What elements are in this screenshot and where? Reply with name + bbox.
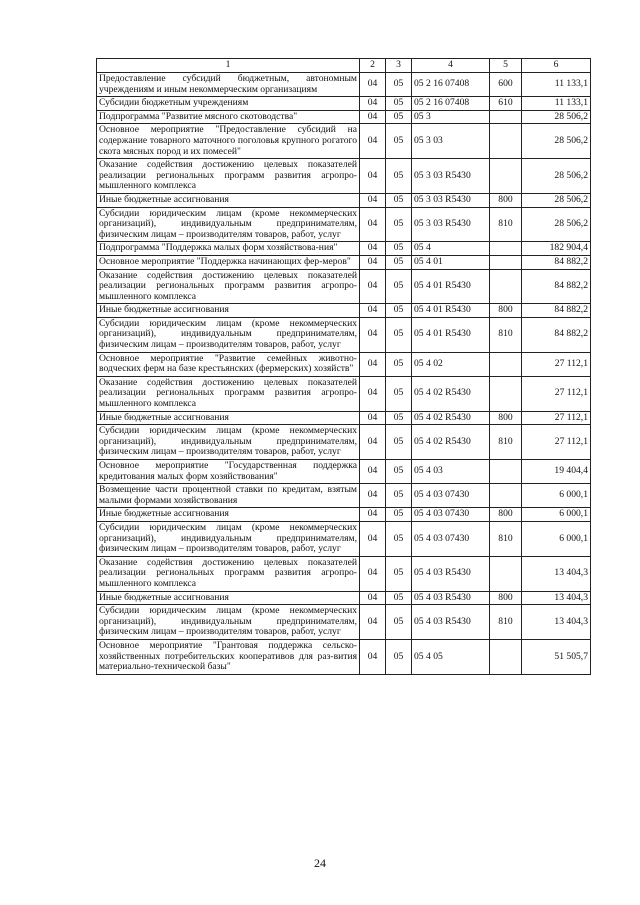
- row-target-article-cell: 05 4 03 07430: [412, 508, 490, 522]
- row-section-cell: 04: [360, 352, 386, 376]
- row-subsection-cell: 05: [386, 242, 412, 256]
- row-subsection-cell: 05: [386, 159, 412, 194]
- row-expense-type-cell: 810: [490, 521, 522, 556]
- row-name-cell: Основное мероприятие "Предоставление субсидий на содержание товарного маточного поголовья крупного рогатого скота мясных пород и их помесей": [97, 124, 360, 159]
- row-name-cell: Иные бюджетные ассигнования: [97, 591, 360, 605]
- row-section-cell: 04: [360, 460, 386, 484]
- row-name-cell: Оказание содействия достижению целевых показателей реализации региональных программ развития агропро-мышленного комплекса: [97, 159, 360, 194]
- row-section-cell: 04: [360, 304, 386, 318]
- row-subsection-cell: 05: [386, 484, 412, 508]
- row-section-cell: 04: [360, 97, 386, 111]
- row-expense-type-cell: 800: [490, 508, 522, 522]
- table-row: [97, 207, 591, 242]
- row-amount-cell: 11 133,1: [522, 73, 591, 97]
- row-name-cell: Основное мероприятие "Развитие семейных животно-водческих ферм на базе крестьянских (фермерских) хозяйств": [97, 352, 360, 376]
- row-target-article-cell: 05 4 02 R5430: [412, 376, 490, 411]
- row-expense-type-cell: 600: [490, 73, 522, 97]
- column-header: 6: [522, 59, 591, 73]
- row-target-article-cell: 05 2 16 07408: [412, 97, 490, 111]
- row-section-cell: 04: [360, 508, 386, 522]
- row-subsection-cell: 05: [386, 304, 412, 318]
- row-section-cell: 04: [360, 73, 386, 97]
- table-row: [97, 110, 591, 124]
- row-subsection-cell: 05: [386, 73, 412, 97]
- row-amount-cell: 19 404,4: [522, 460, 591, 484]
- row-section-cell: 04: [360, 317, 386, 352]
- row-subsection-cell: 05: [386, 639, 412, 674]
- row-name-cell: Основное мероприятие "Государственная поддержка кредитования малых форм хозяйствования": [97, 460, 360, 484]
- table-row: [97, 639, 591, 674]
- row-target-article-cell: 05 3 03: [412, 124, 490, 159]
- row-name-cell: Субсидии бюджетным учреждениям: [97, 97, 360, 111]
- row-target-article-cell: 05 4 01 R5430: [412, 269, 490, 304]
- row-target-article-cell: 05 4 01 R5430: [412, 317, 490, 352]
- row-amount-cell: 84 882,2: [522, 304, 591, 318]
- row-name-cell: Основное мероприятие "Грантовая поддержка сельско-хозяйственных потребительских кооперативов для раз-вития материально-технической базы": [97, 639, 360, 674]
- row-amount-cell: 84 882,2: [522, 255, 591, 269]
- row-subsection-cell: 05: [386, 124, 412, 159]
- row-amount-cell: 27 112,1: [522, 376, 591, 411]
- row-amount-cell: 28 506,2: [522, 124, 591, 159]
- row-expense-type-cell: 800: [490, 304, 522, 318]
- row-name-cell: Иные бюджетные ассигнования: [97, 193, 360, 207]
- row-subsection-cell: 05: [386, 193, 412, 207]
- row-name-cell: Субсидии юридическим лицам (кроме некоммерческих организаций), индивидуальным предпринимателям, физическим лицам – производителям товаров, работ, услуг: [97, 317, 360, 352]
- row-amount-cell: 27 112,1: [522, 425, 591, 460]
- document-page: [96, 58, 590, 675]
- row-name-cell: Оказание содействия достижению целевых показателей реализации региональных программ развития агропро-мышленного комплекса: [97, 556, 360, 591]
- table-row: [97, 97, 591, 111]
- row-section-cell: 04: [360, 110, 386, 124]
- row-subsection-cell: 05: [386, 591, 412, 605]
- row-target-article-cell: 05 4 03: [412, 460, 490, 484]
- row-target-article-cell: 05 4 01 R5430: [412, 304, 490, 318]
- table-header-row: [97, 59, 591, 73]
- row-name-cell: Возмещение части процентной ставки по кредитам, взятым малыми формами хозяйствования: [97, 484, 360, 508]
- row-subsection-cell: 05: [386, 317, 412, 352]
- row-name-cell: Иные бюджетные ассигнования: [97, 508, 360, 522]
- row-target-article-cell: 05 4 03 07430: [412, 484, 490, 508]
- row-name-cell: Подпрограмма "Поддержка малых форм хозяйствова-ния": [97, 242, 360, 256]
- row-section-cell: 04: [360, 124, 386, 159]
- column-header: 5: [490, 59, 522, 73]
- row-expense-type-cell: 810: [490, 605, 522, 640]
- row-section-cell: 04: [360, 484, 386, 508]
- row-amount-cell: 51 505,7: [522, 639, 591, 674]
- row-subsection-cell: 05: [386, 207, 412, 242]
- row-subsection-cell: 05: [386, 425, 412, 460]
- row-amount-cell: 11 133,1: [522, 97, 591, 111]
- row-subsection-cell: 05: [386, 521, 412, 556]
- row-subsection-cell: 05: [386, 460, 412, 484]
- table-row: [97, 242, 591, 256]
- row-section-cell: 04: [360, 605, 386, 640]
- row-name-cell: Предоставление субсидий бюджетным, автономным учреждениям и иным некоммерческим организациям: [97, 73, 360, 97]
- table-row: [97, 508, 591, 522]
- row-target-article-cell: 05 4 03 R5430: [412, 591, 490, 605]
- row-expense-type-cell: 800: [490, 591, 522, 605]
- table-row: [97, 255, 591, 269]
- row-expense-type-cell: [490, 110, 522, 124]
- row-expense-type-cell: [490, 255, 522, 269]
- row-amount-cell: 182 904,4: [522, 242, 591, 256]
- row-name-cell: Субсидии юридическим лицам (кроме некоммерческих организаций), индивидуальным предпринимателям, физическим лицам – производителям товаров, работ, услуг: [97, 605, 360, 640]
- table-row: [97, 352, 591, 376]
- row-amount-cell: 28 506,2: [522, 159, 591, 194]
- row-subsection-cell: 05: [386, 508, 412, 522]
- row-target-article-cell: 05 4: [412, 242, 490, 256]
- row-subsection-cell: 05: [386, 411, 412, 425]
- table-row: [97, 521, 591, 556]
- row-name-cell: Иные бюджетные ассигнования: [97, 304, 360, 318]
- row-amount-cell: 28 506,2: [522, 110, 591, 124]
- row-amount-cell: 27 112,1: [522, 352, 591, 376]
- row-amount-cell: 13 404,3: [522, 556, 591, 591]
- row-section-cell: 04: [360, 255, 386, 269]
- row-section-cell: 04: [360, 207, 386, 242]
- row-section-cell: 04: [360, 269, 386, 304]
- row-subsection-cell: 05: [386, 605, 412, 640]
- row-target-article-cell: 05 3 03 R5430: [412, 193, 490, 207]
- column-header: 1: [97, 59, 360, 73]
- row-subsection-cell: 05: [386, 110, 412, 124]
- row-expense-type-cell: 810: [490, 207, 522, 242]
- row-section-cell: 04: [360, 425, 386, 460]
- column-header: 2: [360, 59, 386, 73]
- row-expense-type-cell: 610: [490, 97, 522, 111]
- row-expense-type-cell: [490, 556, 522, 591]
- table-row: [97, 193, 591, 207]
- table-row: [97, 484, 591, 508]
- row-target-article-cell: 05 3 03 R5430: [412, 159, 490, 194]
- row-subsection-cell: 05: [386, 556, 412, 591]
- row-amount-cell: 28 506,2: [522, 193, 591, 207]
- page-number: 24: [314, 856, 326, 870]
- row-target-article-cell: 05 4 03 07430: [412, 521, 490, 556]
- table-row: [97, 411, 591, 425]
- row-name-cell: Иные бюджетные ассигнования: [97, 411, 360, 425]
- table-row: [97, 605, 591, 640]
- row-amount-cell: 6 000,1: [522, 484, 591, 508]
- row-section-cell: 04: [360, 591, 386, 605]
- row-name-cell: Субсидии юридическим лицам (кроме некоммерческих организаций), индивидуальным предпринимателям, физическим лицам – производителям товаров, работ, услуг: [97, 207, 360, 242]
- row-expense-type-cell: [490, 460, 522, 484]
- row-section-cell: 04: [360, 639, 386, 674]
- table-body: [97, 73, 591, 675]
- row-target-article-cell: 05 4 05: [412, 639, 490, 674]
- row-expense-type-cell: [490, 484, 522, 508]
- row-target-article-cell: 05 4 01: [412, 255, 490, 269]
- row-section-cell: 04: [360, 242, 386, 256]
- row-amount-cell: 27 112,1: [522, 411, 591, 425]
- row-name-cell: Подпрограмма "Развитие мясного скотоводства": [97, 110, 360, 124]
- row-subsection-cell: 05: [386, 269, 412, 304]
- table-row: [97, 304, 591, 318]
- row-target-article-cell: 05 4 02: [412, 352, 490, 376]
- table-row: [97, 317, 591, 352]
- row-amount-cell: 84 882,2: [522, 269, 591, 304]
- row-subsection-cell: 05: [386, 376, 412, 411]
- row-expense-type-cell: [490, 269, 522, 304]
- column-header: 4: [412, 59, 490, 73]
- table-row: [97, 159, 591, 194]
- row-section-cell: 04: [360, 159, 386, 194]
- row-amount-cell: 6 000,1: [522, 521, 591, 556]
- row-name-cell: Оказание содействия достижению целевых показателей реализации региональных программ развития агропро-мышленного комплекса: [97, 376, 360, 411]
- row-target-article-cell: 05 4 02 R5430: [412, 411, 490, 425]
- row-expense-type-cell: [490, 352, 522, 376]
- row-name-cell: Основное мероприятие "Поддержка начинающих фер-меров": [97, 255, 360, 269]
- row-target-article-cell: 05 4 02 R5430: [412, 425, 490, 460]
- row-section-cell: 04: [360, 556, 386, 591]
- table-row: [97, 556, 591, 591]
- budget-table: [96, 58, 591, 675]
- row-expense-type-cell: 800: [490, 193, 522, 207]
- row-section-cell: 04: [360, 376, 386, 411]
- row-amount-cell: 84 882,2: [522, 317, 591, 352]
- row-amount-cell: 13 404,3: [522, 605, 591, 640]
- row-amount-cell: 28 506,2: [522, 207, 591, 242]
- row-expense-type-cell: 810: [490, 317, 522, 352]
- row-expense-type-cell: [490, 159, 522, 194]
- table-row: [97, 591, 591, 605]
- row-expense-type-cell: [490, 124, 522, 159]
- row-target-article-cell: 05 2 16 07408: [412, 73, 490, 97]
- row-target-article-cell: 05 4 03 R5430: [412, 556, 490, 591]
- row-name-cell: Субсидии юридическим лицам (кроме некоммерческих организаций), индивидуальным предпринимателям, физическим лицам – производителям товаров, работ, услуг: [97, 521, 360, 556]
- row-amount-cell: 6 000,1: [522, 508, 591, 522]
- row-name-cell: Оказание содействия достижению целевых показателей реализации региональных программ развития агропро-мышленного комплекса: [97, 269, 360, 304]
- row-section-cell: 04: [360, 411, 386, 425]
- row-subsection-cell: 05: [386, 255, 412, 269]
- row-target-article-cell: 05 3 03 R5430: [412, 207, 490, 242]
- row-expense-type-cell: 800: [490, 411, 522, 425]
- row-section-cell: 04: [360, 521, 386, 556]
- row-expense-type-cell: [490, 242, 522, 256]
- table-row: [97, 376, 591, 411]
- row-expense-type-cell: [490, 376, 522, 411]
- row-expense-type-cell: [490, 639, 522, 674]
- table-row: [97, 269, 591, 304]
- table-row: [97, 124, 591, 159]
- row-target-article-cell: 05 4 03 R5430: [412, 605, 490, 640]
- column-header: 3: [386, 59, 412, 73]
- row-subsection-cell: 05: [386, 97, 412, 111]
- row-expense-type-cell: 810: [490, 425, 522, 460]
- row-amount-cell: 13 404,3: [522, 591, 591, 605]
- table-row: [97, 73, 591, 97]
- row-subsection-cell: 05: [386, 352, 412, 376]
- table-row: [97, 425, 591, 460]
- row-section-cell: 04: [360, 193, 386, 207]
- row-name-cell: Субсидии юридическим лицам (кроме некоммерческих организаций), индивидуальным предпринимателям, физическим лицам – производителям товаров, работ, услуг: [97, 425, 360, 460]
- table-row: [97, 460, 591, 484]
- row-target-article-cell: 05 3: [412, 110, 490, 124]
